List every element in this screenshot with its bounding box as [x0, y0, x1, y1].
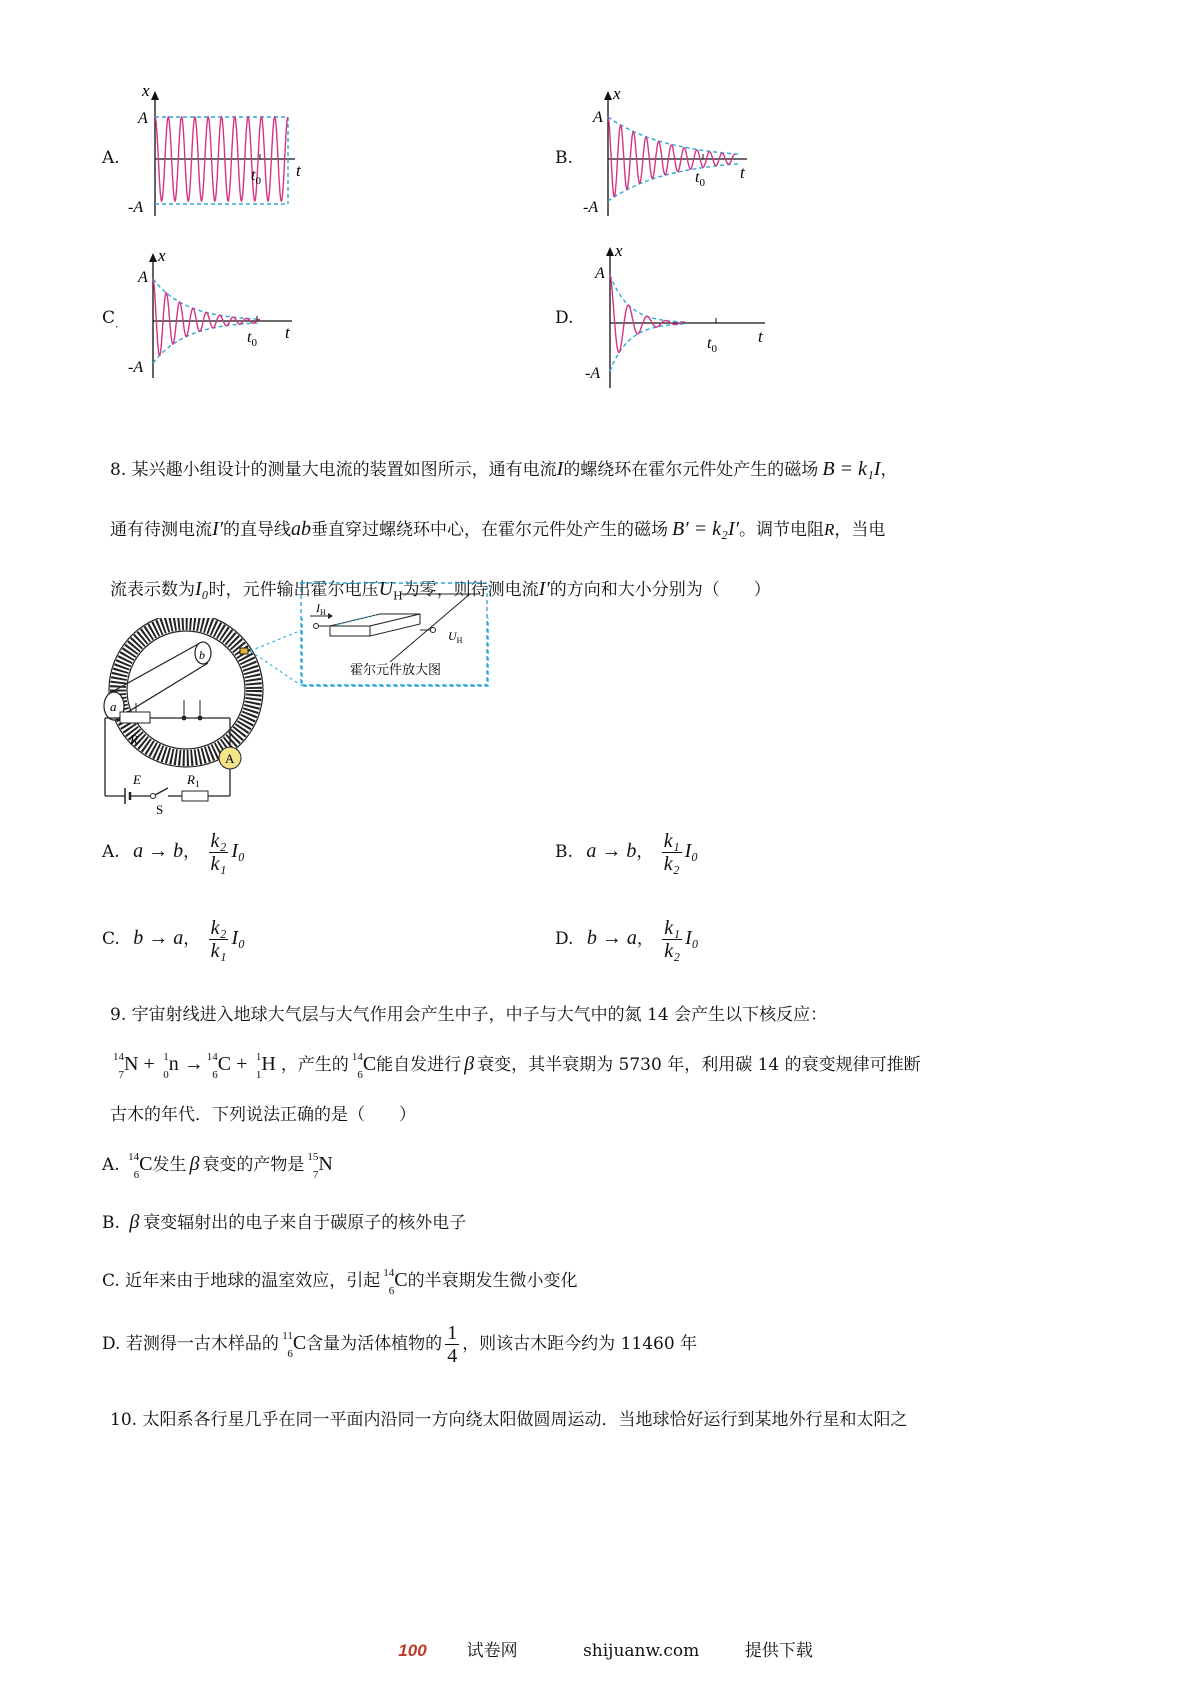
- page-footer: [0, 1636, 1191, 1661]
- q9-option-b[interactable]: B. β 衰变辐射出的电子来自于碳原子的核外电子: [102, 1211, 467, 1233]
- rod-end-b-label: b: [199, 648, 205, 662]
- download-text: 提供下载: [744, 1641, 813, 1661]
- switch-label: S: [156, 802, 164, 817]
- hall-current-label: $I_H$: [316, 601, 326, 617]
- q8-option-c[interactable]: C. b → a， $\frac{\text{k₂}}{\text{k₁}}$ I₀: [102, 917, 246, 962]
- q8-stem-line1: 8. 某兴趣小组设计的测量大电流的装置如图所示，通有电流I的螺绕环在霍尔元件处产生的磁场 B = k₁I，: [110, 458, 898, 480]
- amp-label: A: [138, 110, 148, 127]
- q7-option-b-letter[interactable]: B.: [555, 148, 573, 168]
- rod-end-a-label: a: [110, 699, 117, 714]
- q7-option-a-letter[interactable]: A.: [102, 148, 120, 168]
- t0-label: $t_0$: [695, 169, 705, 189]
- q9-stem-line2: 14 7 N + 1 0 n → 14 6 C + 1 1 H ，产生的 14 6 C能自发进行 β 衰变，其半衰期为 5730 年，利用碳 14 的衰变规律可推断: [110, 1050, 921, 1076]
- ammeter-label: A: [225, 751, 235, 766]
- q8-stem-line2: 通有待测电流I′的直导线ab垂直穿过螺绕环中心，在霍尔元件处产生的磁场 B′ = k₂I′。调节电阻R，当电: [110, 518, 886, 540]
- resistor-r1-label: $R_1$: [187, 772, 200, 789]
- q9-option-c[interactable]: C. 近年来由于地球的温室效应，引起 14 6 C的半衰期发生微小变化: [102, 1267, 578, 1298]
- q8-option-a[interactable]: A. a → b， $\frac{\text{k₂}}{\text{k₁}}$ I₀: [102, 830, 245, 875]
- t0-label: $t_0$: [251, 167, 261, 187]
- nuclear-reaction: 14 7 N + 1 0 n → 14 6 C + 1 1 H: [113, 1051, 281, 1082]
- q8-option-b[interactable]: B. a → b， $\frac{\text{k₁}}{\text{k₂}}$ I₀: [555, 830, 699, 875]
- t-axis-label: t: [740, 163, 745, 182]
- hall-element-inset: [300, 582, 490, 688]
- emf-label: E: [133, 772, 141, 787]
- neg-amp-label: -A: [583, 199, 599, 216]
- t0-label: $t_0$: [247, 329, 257, 349]
- x-axis-label: x: [615, 241, 623, 260]
- x-axis-label: x: [613, 86, 621, 103]
- neg-amp-label: -A: [585, 365, 601, 382]
- x-axis-label: x: [158, 248, 166, 265]
- q7-graph-d: [575, 240, 775, 390]
- neg-amp-label: -A: [128, 359, 144, 376]
- amp-label: A: [138, 269, 148, 286]
- q7-option-c-letter[interactable]: $C_.$: [102, 308, 119, 331]
- inset-caption: 霍尔元件放大图: [350, 662, 442, 677]
- q7-graph-b: [575, 86, 765, 221]
- site-link[interactable]: shijuanw.com: [583, 1641, 700, 1661]
- q7-option-d-letter[interactable]: D.: [555, 308, 574, 328]
- q9-option-d[interactable]: D. 若测得一古木样品的 11 6 C含量为活体植物的 $\frac{1}{4}$ ，则该古木距今约为 11460 年: [102, 1322, 698, 1367]
- q9-stem-line3: 古木的年代．下列说法正确的是（ ）: [110, 1105, 416, 1125]
- q7-graph-a: [120, 86, 310, 221]
- amp-label: A: [595, 265, 605, 282]
- t-axis-label: t: [296, 161, 301, 180]
- q8-stem-line3: 流表示数为I₀时，元件输出霍尔电压$U_H$为零，则待测电流I′的方向和大小分别为（ ）: [110, 578, 771, 603]
- q7-graph-c: [120, 248, 310, 383]
- x-axis-label: x: [142, 86, 150, 100]
- amp-label: A: [593, 109, 603, 126]
- neg-amp-label: -A: [128, 199, 144, 216]
- hall-voltage-label: $U_H$: [448, 629, 463, 645]
- t-axis-label: t: [285, 323, 290, 342]
- q10-stem-line1: 10. 太阳系各行星几乎在同一平面内沿同一方向绕太阳做圆周运动．当地球恰好运行到某地外行星和太阳之: [110, 1410, 908, 1430]
- brand-logo: 100: [398, 1641, 427, 1660]
- rheostat-label: R: [130, 732, 138, 747]
- q9-option-a[interactable]: A. 14 6 C发生 β 衰变的产物是 15 7 N: [102, 1151, 333, 1182]
- q9-stem-line1: 9. 宇宙射线进入地球大气层与大气作用会产生中子，中子与大气中的氮 14 会产生以下核反应：: [110, 1005, 828, 1025]
- t-axis-label: t: [758, 327, 763, 346]
- t0-label: $t_0$: [707, 335, 717, 355]
- q8-option-d[interactable]: D. b → a， $\frac{\text{k₁}}{\text{k₂}}$ I₀: [555, 917, 699, 962]
- brand-name: 试卷网: [466, 1641, 518, 1661]
